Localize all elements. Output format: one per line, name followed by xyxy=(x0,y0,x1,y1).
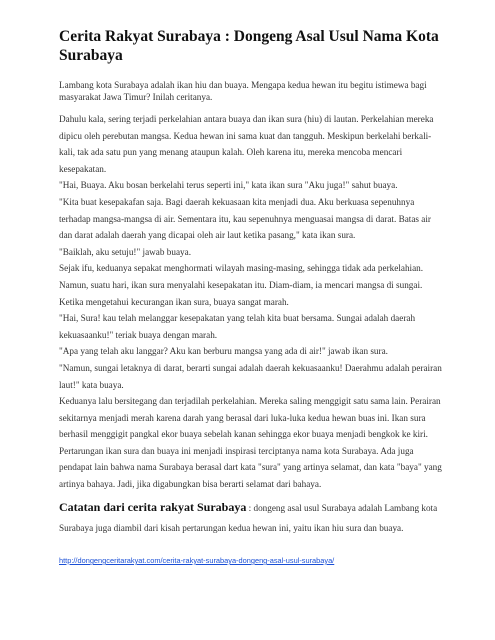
intro-paragraph: Lambang kota Surabaya adalah ikan hiu dan buaya. Mengapa kedua hewan itu begitu istimewa bagi masyarakat Jawa Timur? Inilah ceritanya. xyxy=(59,80,427,102)
source-link[interactable]: http://dongengceritarakyat.com/cerita-rakyat-surabaya-dongeng-asal-usul-surabaya/ xyxy=(59,556,335,565)
story-paragraph: Dahulu kala, sering terjadi perkelahian antara buaya dan ikan sura (hiu) di lautan. Perkelahian mereka dipicu oleh perebutan mangsa. Kedua hewan ini sama kuat dan tangguh. Meskipun berkelahi berkali-kali, tak ada satu pun yang menang ataupun kalah. Oleh karena itu, mereka mencoba mencari kesepakatan. xyxy=(59,114,434,174)
story-paragraph: Keduanya lalu bersitegang dan terjadilah perkelahian. Mereka saling menggigit satu sama lain. Perairan sekitarnya menjadi merah karena darah yang berasal dari luka-luka kedua hewan buas ini. Ikan sura berhasil menggigit pangkal ekor buaya sebelah kanan sehingga ekor buaya menjadi bengkok ke kiri. xyxy=(59,396,441,440)
story-paragraph: "Apa yang telah aku langgar? Aku kan berburu mangsa yang ada di air!" jawab ikan sura. xyxy=(59,346,388,357)
catatan-section xyxy=(59,497,445,538)
story-paragraph: "Hai, Sura! kau telah melanggar kesepakatan yang telah kita buat bersama. Sungai adalah daerah kekuasaanku!" teriak buaya dengan marah. xyxy=(59,313,416,340)
story-paragraph: "Kita buat kesepakafan saja. Bagi daerah kekuasaan kita menjadi dua. Aku berkuasa sepenuhnya terhadap mangsa-mangsa di air. Sementara itu, kau sepenuhnya menguasai mangsa di darat. Batas air dan darat adalah daerah yang dicapai oleh air laut ketika pasang," kata ikan sura. xyxy=(59,196,431,241)
story-paragraph: "Namun, sungai letaknya di darat, berarti sungai adalah daerah kekuasaanku! Daerahmu adalah perairan laut!" kata buaya. xyxy=(59,362,442,390)
catatan-heading: Catatan dari cerita rakyat Surabaya xyxy=(59,500,247,514)
story-paragraph: Sejak ifu, keduanya sepakat menghormati wilayah masing-masing, sehingga tidak ada perkelahian. Namun, suatu hari, ikan sura menyalahi kesepakatan itu. Diam-diam, ia mencari mangsa di sungai. Ketika mengetahui kecurangan ikan sura, buaya sangat marah. xyxy=(59,263,424,307)
story-paragraph: "Baiklah, aku setuju!" jawab buaya. xyxy=(59,246,192,257)
document-body xyxy=(59,80,445,493)
document-title: Cerita Rakyat Surabaya : Dongeng Asal Usul Nama Kota Surabaya xyxy=(59,28,439,64)
story-paragraph: "Hai, Buaya. Aku bosan berkelahi terus seperti ini," kata ikan sura "Aku juga!" sahut buaya. xyxy=(59,180,398,191)
catatan-text: : dongeng asal usul Surabaya adalah Lambang kota Surabaya juga diambil dari kisah pertarungan kedua hewan ini, yaitu ikan hiu sura dan buaya. xyxy=(59,503,438,533)
story-paragraph: Pertarungan ikan sura dan buaya ini menjadi inspirasi terciptanya nama kota Surabaya. Ada juga pendapat lain bahwa nama Surabaya berasal dart kata "sura" yang artinya selamat, dan kata "baya" yang artinya bahaya. Jadi, jika digabungkan bisa berarti selamat dari bahaya. xyxy=(59,445,442,490)
